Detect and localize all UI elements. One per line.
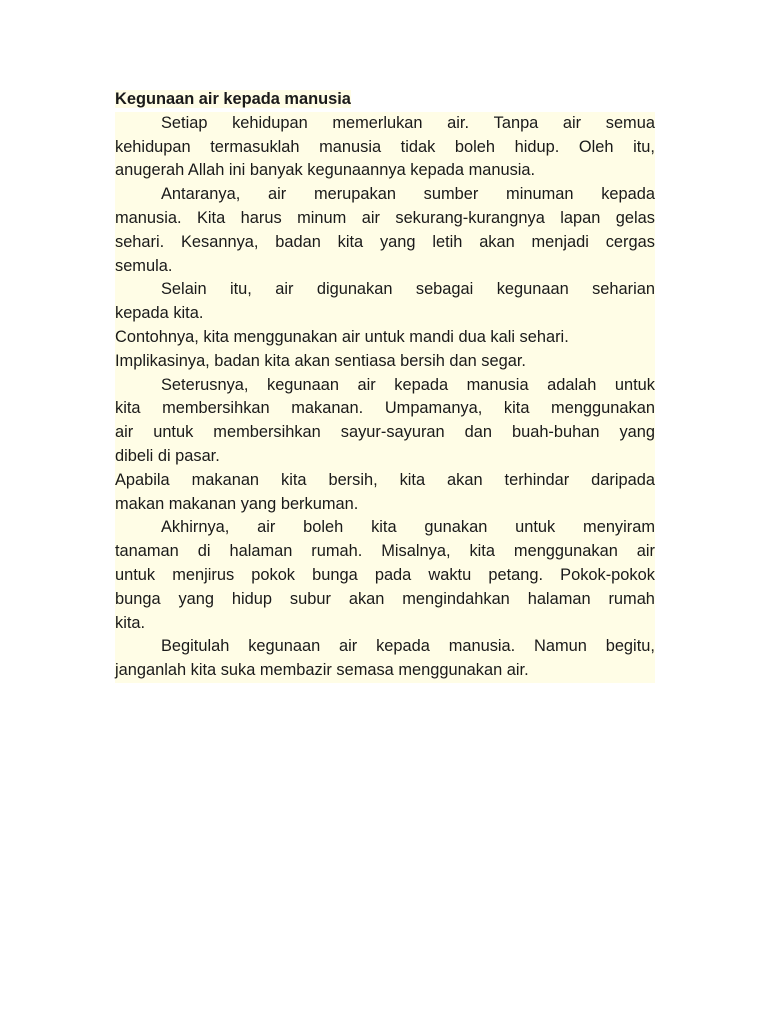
essay-line	[115, 516, 655, 540]
essay-line	[115, 112, 655, 136]
essay-word: Begitulah	[161, 637, 230, 656]
essay-word: waktu	[428, 565, 472, 584]
essay-word: kegunaan	[248, 637, 321, 656]
essay-word: untuk	[115, 565, 156, 584]
essay-word: sekurang-kurangnya	[395, 208, 545, 227]
essay-word: akan	[447, 470, 483, 489]
essay-line-text: anugerah Allah ini banyak kegunaannya kepada manusia.	[115, 161, 536, 180]
essay-line-text: kita.	[115, 613, 146, 632]
essay-word: Selain	[161, 280, 207, 299]
essay-word: Setiap	[161, 113, 208, 132]
essay-word: semua	[605, 113, 655, 132]
essay-line-text: semula.	[115, 256, 173, 275]
essay-word: bersih,	[328, 470, 378, 489]
essay-word: letih	[432, 232, 463, 251]
essay-word: itu,	[633, 137, 655, 156]
essay-line	[115, 588, 655, 612]
essay-word: boleh	[454, 137, 495, 156]
essay-line	[115, 231, 655, 255]
essay-word: menggunakan	[513, 542, 618, 561]
essay-word: rumah	[608, 589, 655, 608]
essay-word: harus	[240, 208, 282, 227]
essay-word: begitu,	[605, 637, 655, 656]
essay-word: hidup	[231, 589, 273, 608]
essay-word: kita	[281, 470, 307, 489]
essay-word: Umpamanya,	[384, 399, 483, 418]
essay-word: manusia.	[115, 208, 182, 227]
essay-word: Misalnya,	[381, 542, 451, 561]
essay-word: menjirus	[172, 565, 235, 584]
essay-word: Kesannya,	[181, 232, 259, 251]
essay-word: gelas	[615, 208, 655, 227]
essay-word: badan	[275, 232, 321, 251]
essay-word: makanan	[191, 470, 260, 489]
essay-word: manusia	[466, 375, 529, 394]
essay-word: Oleh	[578, 137, 614, 156]
essay-word: menggunakan	[551, 399, 655, 418]
essay-word: rumah.	[311, 542, 363, 561]
essay-word: dan	[464, 423, 492, 442]
essay-word: halaman	[229, 542, 293, 561]
essay-line	[115, 350, 655, 374]
essay-word: Antaranya,	[161, 185, 241, 204]
essay-word: kepada	[394, 375, 449, 394]
essay-word: kegunaan	[267, 375, 340, 394]
essay-word: terhindar	[504, 470, 570, 489]
essay-line-text: janganlah kita suka membazir semasa menggunakan air.	[115, 661, 529, 680]
essay-word: air	[268, 185, 287, 204]
essay-word: seharian	[592, 280, 655, 299]
essay-line	[115, 278, 655, 302]
essay-word: membersihkan	[162, 399, 270, 418]
essay-word: sebagai	[415, 280, 474, 299]
essay-line	[115, 564, 655, 588]
essay-word: untuk	[614, 375, 655, 394]
essay-word: Akhirnya,	[161, 518, 230, 537]
essay-word: petang.	[488, 565, 544, 584]
essay-word: air	[562, 113, 582, 132]
essay-word: kita	[503, 399, 530, 418]
essay-word: bunga	[312, 565, 358, 584]
essay-word: akan	[348, 589, 385, 608]
essay-word: yang	[178, 589, 215, 608]
essay-line	[115, 635, 655, 659]
essay-word: daripada	[591, 470, 655, 489]
essay-line	[115, 159, 655, 183]
essay-word: kita	[337, 232, 364, 251]
essay-word: itu,	[229, 280, 252, 299]
essay-line	[115, 445, 655, 469]
essay-word: Seterusnya,	[161, 375, 249, 394]
essay-word: makanan.	[291, 399, 364, 418]
essay-line	[115, 397, 655, 421]
essay-word: minum	[297, 208, 347, 227]
essay-line	[115, 183, 655, 207]
essay-line-text: Contohnya, kita menggunakan air untuk mandi dua kali sehari.	[115, 327, 569, 346]
essay-word: lapan	[560, 208, 601, 227]
essay-word: Apabila	[115, 470, 170, 489]
essay-line	[115, 469, 655, 493]
essay-line	[115, 493, 655, 517]
essay-word: di	[197, 542, 211, 561]
essay-word: termasuklah	[210, 137, 300, 156]
essay-line-text: makan makanan yang berkuman.	[115, 494, 359, 513]
essay-word: kepada	[601, 185, 655, 204]
essay-word: subur	[289, 589, 331, 608]
essay-word: tanaman	[115, 542, 179, 561]
essay-word: digunakan	[316, 280, 393, 299]
essay-line	[115, 207, 655, 231]
essay-line	[115, 302, 655, 326]
essay-word: sehari.	[115, 232, 165, 251]
essay-word: air	[636, 542, 655, 561]
essay-word: kehidupan	[115, 137, 191, 156]
essay-word: mengindahkan	[402, 589, 510, 608]
essay-title-text: Kegunaan air kepada manusia	[115, 90, 351, 108]
essay-word: sayur-sayuran	[340, 423, 445, 442]
essay-word: yang	[619, 423, 655, 442]
essay-word: kita	[371, 518, 397, 537]
essay-word: hidup.	[514, 137, 560, 156]
essay-line	[115, 255, 655, 279]
essay-title	[115, 88, 655, 112]
essay-word: Tanpa	[493, 113, 539, 132]
essay-word: kegunaan	[496, 280, 569, 299]
essay-word: air.	[447, 113, 470, 132]
essay-word: Namun	[534, 637, 587, 656]
essay-word: air	[357, 375, 376, 394]
essay-word: minuman	[506, 185, 574, 204]
essay-word: kepada	[376, 637, 430, 656]
essay-word: air	[257, 518, 276, 537]
essay-word: air	[339, 637, 358, 656]
essay-word: buah-buhan	[511, 423, 600, 442]
essay-word: pokok	[251, 565, 296, 584]
essay-word: kita	[469, 542, 495, 561]
essay-line	[115, 136, 655, 160]
essay-word: boleh	[303, 518, 344, 537]
essay-line	[115, 659, 655, 683]
essay-word: akan	[479, 232, 515, 251]
essay-word: adalah	[547, 375, 597, 394]
essay-line	[115, 612, 655, 636]
essay-word: kehidupan	[232, 113, 308, 132]
essay-line	[115, 540, 655, 564]
essay-word: kita	[399, 470, 426, 489]
essay-word: membersihkan	[213, 423, 321, 442]
essay-word: air	[275, 280, 294, 299]
essay-line-text: dibeli di pasar.	[115, 446, 220, 465]
essay-word: halaman	[527, 589, 591, 608]
essay-word: sumber	[423, 185, 479, 204]
essay-line-text: Implikasinya, badan kita akan sentiasa bersih dan segar.	[115, 351, 526, 370]
essay-line-text: kepada kita.	[115, 304, 204, 323]
essay-word: untuk	[153, 423, 194, 442]
essay-word: merupakan	[313, 185, 396, 204]
essay-word: menjadi	[531, 232, 589, 251]
essay-word: bunga	[115, 589, 161, 608]
essay-word: cergas	[605, 232, 655, 251]
essay-word: air	[115, 423, 134, 442]
essay-word: tidak	[400, 137, 436, 156]
essay-line	[115, 374, 655, 398]
essay-word: kita	[115, 399, 141, 418]
essay-line	[115, 326, 655, 350]
essay-word: manusia.	[448, 637, 516, 656]
essay-word: gunakan	[424, 518, 488, 537]
essay-word: Kita	[196, 208, 226, 227]
essay-word: manusia	[319, 137, 382, 156]
essay-word: Pokok-pokok	[560, 565, 655, 584]
essay-word: yang	[379, 232, 416, 251]
essay-line	[115, 421, 655, 445]
essay-word: air	[361, 208, 380, 227]
essay-word: memerlukan	[332, 113, 423, 132]
essay-word: menyiram	[583, 518, 655, 537]
essay-word: pada	[374, 565, 412, 584]
essay-text	[115, 88, 655, 683]
essay-body	[115, 112, 655, 683]
essay-word: untuk	[515, 518, 556, 537]
